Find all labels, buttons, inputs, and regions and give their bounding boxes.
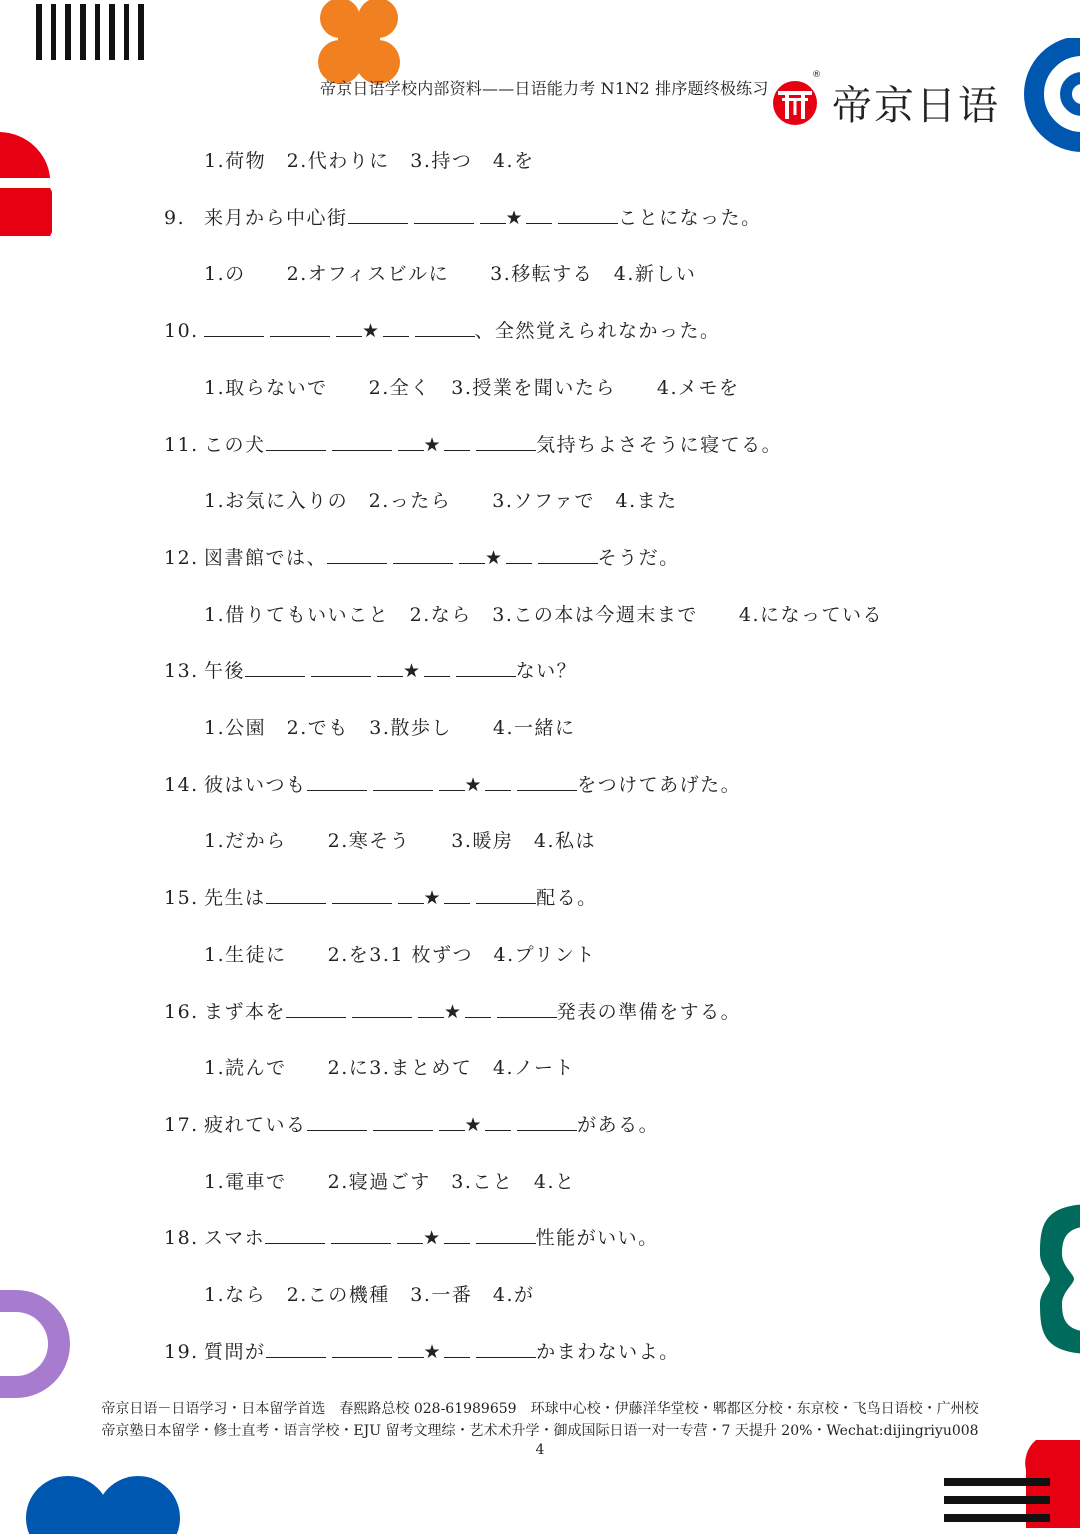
question-prefix: 図書館では、 [204, 546, 328, 569]
question-line [164, 656, 577, 683]
question-prefix: 先生は [204, 887, 266, 910]
answer-blank [497, 1001, 557, 1018]
question-line [164, 997, 741, 1024]
answer-options: 1.なら 2.この機種 3.一番 4.が [204, 1284, 535, 1306]
question-prefix: この犬 [204, 433, 266, 456]
answer-blank [476, 434, 536, 451]
question-suffix: ことになった。 [618, 206, 762, 229]
star-blank-marker: ★ [444, 1000, 463, 1023]
answer-blank [456, 660, 516, 677]
answer-blank [397, 1227, 423, 1244]
answer-blank [398, 1341, 424, 1358]
star-blank-marker: ★ [362, 320, 381, 343]
answer-blank [476, 887, 536, 904]
answer-blank [439, 774, 465, 791]
answer-blank [327, 547, 387, 564]
question-suffix: がある。 [577, 1113, 660, 1136]
answer-blank [266, 887, 326, 904]
answer-blank [204, 320, 264, 337]
answer-blank [538, 547, 598, 564]
question-prefix: 午後 [204, 660, 246, 683]
question-number: 16. [164, 1000, 199, 1023]
question-suffix: 気持ちよさそうに寝てる。 [536, 433, 783, 456]
question-suffix: 、全然覚えられなかった。 [474, 320, 721, 343]
answer-blank [418, 1001, 444, 1018]
footer-line-1: 帝京日语－日语学习・日本留学首选 春熙路总校 028-61989659 环球中心校・伊藤洋华堂校・郫都区分校・东京校・飞鸟日语校・广州校 [101, 1401, 979, 1417]
question-line [164, 1110, 659, 1137]
star-blank-marker: ★ [464, 1113, 484, 1136]
answer-blank [480, 207, 506, 224]
answer-blank [377, 660, 403, 677]
purple-shape-decoration [0, 1290, 70, 1398]
answer-blank [439, 1114, 465, 1131]
question-suffix: 配る。 [536, 887, 598, 910]
question-number: 17. [164, 1113, 199, 1136]
question-number: 12. [164, 546, 199, 569]
answer-blank [424, 660, 450, 677]
answer-blank [444, 434, 470, 451]
answer-blank [506, 547, 532, 564]
brand-name: 帝京日语 [832, 83, 1000, 129]
question-suffix: ない？ [515, 660, 578, 683]
answer-blank [517, 774, 577, 791]
question-line [164, 430, 782, 457]
question-suffix: 発表の準備をする。 [556, 1000, 742, 1023]
red-shape-decoration [0, 132, 52, 236]
answer-blank [373, 1114, 433, 1131]
answer-blank [444, 1341, 470, 1358]
question-number: 19. [164, 1340, 199, 1363]
answer-blank [348, 207, 408, 224]
footer-line-2: 帝京塾日本留学・修士直考・语言学校・EJU 留考文理综・艺术术升学・御成国际日语一对一专营・7 天提升 20%・Wechat:dijingriyu008 [101, 1423, 979, 1439]
answer-blank [485, 1114, 511, 1131]
question-line [164, 883, 598, 910]
answer-blank [383, 320, 409, 337]
star-blank-marker: ★ [423, 433, 443, 456]
answer-blank [459, 547, 485, 564]
star-blank-marker: ★ [505, 206, 525, 229]
answer-blank [414, 207, 474, 224]
answer-blank [307, 774, 367, 791]
question-line [164, 1337, 680, 1364]
answer-blank [331, 1227, 391, 1244]
answer-blank [517, 1114, 577, 1131]
answer-blank [245, 660, 305, 677]
answer-options: 1.生徒に 2.を3.1 枚ずつ 4.プリント [204, 943, 596, 966]
star-blank-marker: ★ [485, 546, 504, 569]
question-line [164, 1223, 659, 1250]
answer-blank [526, 207, 552, 224]
registered-mark: ® [812, 70, 821, 80]
question-prefix: 彼はいつも [204, 773, 307, 796]
answer-blank [476, 1341, 536, 1358]
answer-blank [465, 1001, 491, 1018]
star-blank-marker: ★ [403, 660, 422, 683]
answer-blank [415, 320, 475, 337]
blue-ring-decoration [1020, 38, 1080, 154]
question-number: 10. [164, 320, 199, 343]
answer-blank [332, 887, 392, 904]
brand-logo [770, 70, 1000, 131]
question-suffix: かまわないよ。 [536, 1340, 680, 1363]
answer-blank [398, 434, 424, 451]
question-prefix: 疲れている [204, 1113, 307, 1136]
question-number: 9. [164, 206, 186, 229]
answer-blank [266, 1341, 326, 1358]
barcode-decoration [36, 4, 144, 60]
answer-blank [311, 660, 371, 677]
question-number: 13. [164, 660, 199, 683]
answer-blank [270, 320, 330, 337]
torii-gate-icon [770, 79, 820, 127]
green-shape-decoration [1034, 1204, 1080, 1354]
question-line [164, 543, 680, 570]
orange-flower-decoration [318, 0, 400, 86]
answer-options: 1.だから 2.寒そう 3.暖房 4.私は [204, 830, 597, 853]
question-prefix: 質問が [204, 1340, 266, 1363]
star-blank-marker: ★ [423, 1227, 442, 1250]
answer-blank [476, 1227, 536, 1244]
answer-options: 1.読んで 2.に3.まとめて 4.ノート [204, 1057, 575, 1080]
question-prefix: 来月から中心街 [204, 206, 348, 229]
answer-blank [332, 434, 392, 451]
answer-blank [307, 1114, 367, 1131]
answer-options: 1.取らないで 2.全く 3.授業を聞いたら 4.メモを [204, 376, 740, 399]
question-suffix: をつけてあげた。 [577, 773, 742, 796]
question-line [164, 770, 741, 797]
answer-blank [558, 207, 618, 224]
answer-options: 1.の 2.オフィスビルに 3.移転する 4.新しい [204, 263, 697, 286]
answer-blank [266, 434, 326, 451]
question-line [164, 203, 762, 230]
question-prefix: まず本を [204, 1000, 287, 1023]
star-blank-marker: ★ [423, 1340, 443, 1363]
answer-blank [393, 547, 453, 564]
answer-blank [398, 887, 424, 904]
question-suffix: 性能がいい。 [535, 1227, 659, 1250]
question-number: 11. [164, 433, 199, 456]
answer-blank [286, 1001, 346, 1018]
question-number: 14. [164, 773, 199, 796]
stripes-decoration [944, 1476, 1050, 1528]
answer-blank [332, 1341, 392, 1358]
question-suffix: そうだ。 [597, 546, 680, 569]
answer-options: 1.公園 2.でも 3.散歩し 4.一緒に [204, 717, 576, 739]
answer-blank [485, 774, 511, 791]
question-line [164, 316, 721, 343]
answer-options: 1.借りてもいいこと 2.なら 3.この本は今週末まで 4.になっている [204, 603, 884, 626]
answer-blank [336, 320, 362, 337]
answer-options: 1.荷物 2.代わりに 3.持つ 4.を [204, 150, 535, 172]
star-blank-marker: ★ [423, 887, 443, 910]
question-number: 18. [164, 1227, 199, 1250]
page-number: 4 [535, 1442, 545, 1458]
question-prefix: スマホ [204, 1227, 266, 1250]
answer-blank [352, 1001, 412, 1018]
answer-blank [444, 1227, 470, 1244]
star-blank-marker: ★ [464, 773, 484, 796]
blue-cloud-decoration [26, 1474, 182, 1534]
answer-blank [265, 1227, 325, 1244]
answer-options: 1.電車で 2.寝過ごす 3.こと 4.と [204, 1170, 576, 1193]
answer-blank [444, 887, 470, 904]
answer-options: 1.お気に入りの 2.ったら 3.ソファで 4.また [204, 490, 678, 513]
document-header-title: 帝京日语学校内部资料——日语能力考 N1N2 排序题终极练习 [320, 79, 769, 98]
question-number: 15. [164, 887, 199, 910]
answer-blank [373, 774, 433, 791]
